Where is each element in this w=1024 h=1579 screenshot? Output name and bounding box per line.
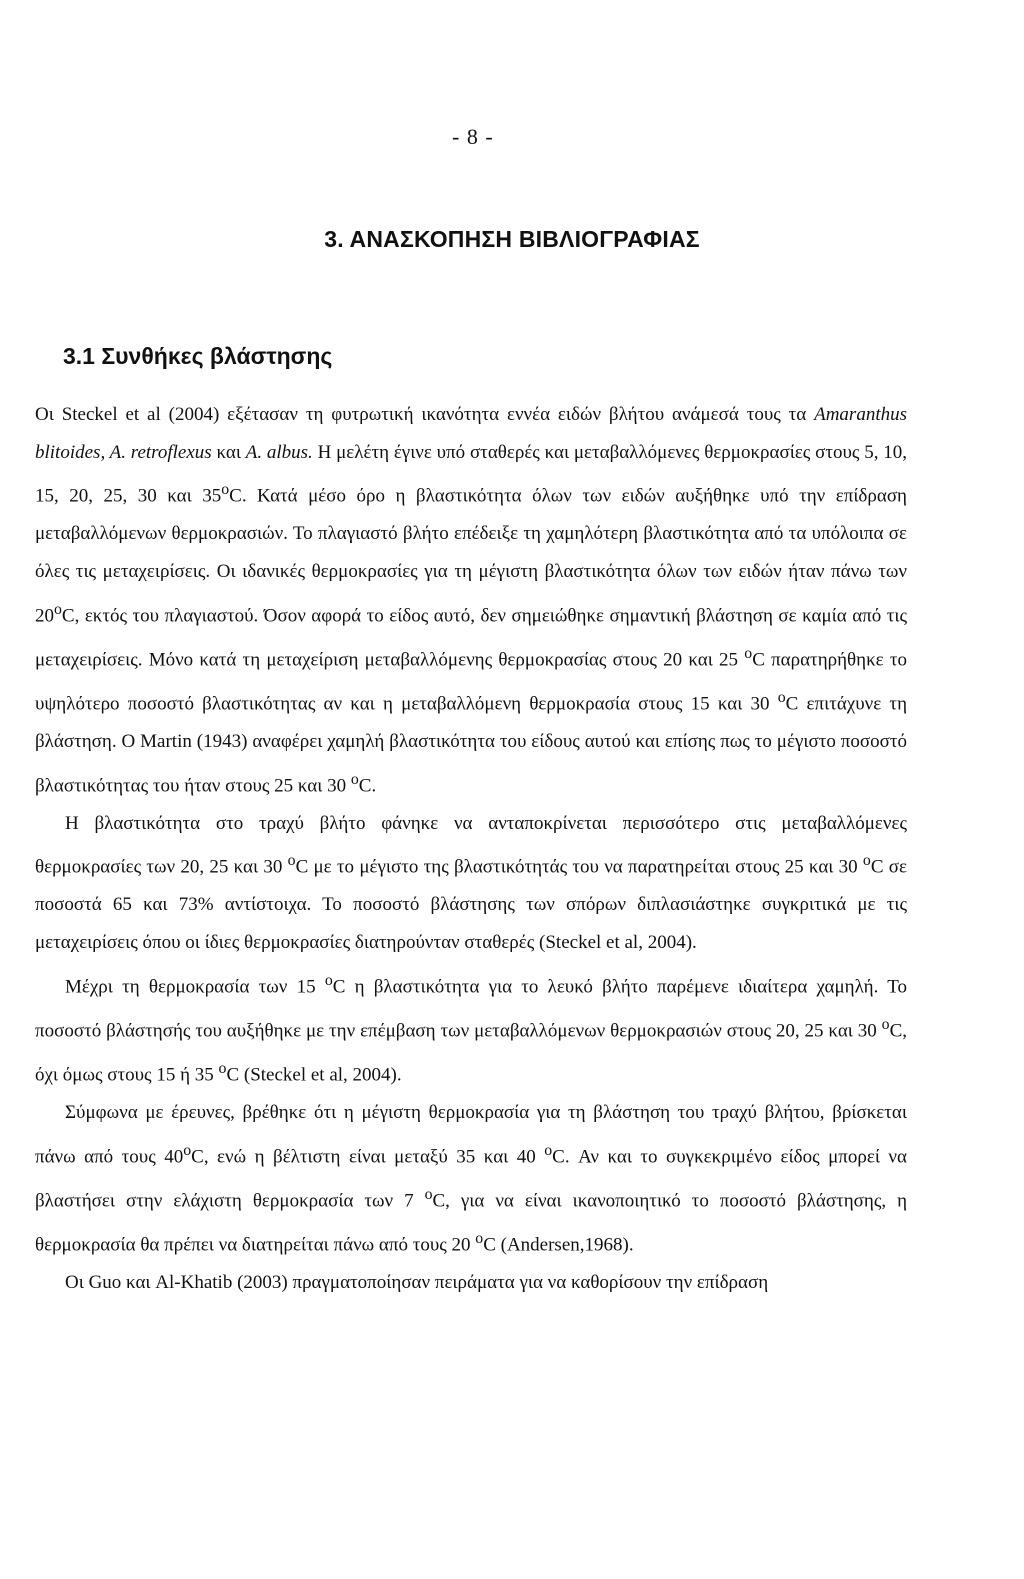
section-title: 3.1 Συνθήκες βλάστησης: [63, 343, 333, 369]
chapter-title: 3. ΑΝΑΣΚΟΠΗΣΗ ΒΙΒΛΙΟΓΡΑΦΙΑΣ: [324, 226, 700, 252]
paragraph-5: Οι Guo και Al-Khatib (2003) πραγματοποίησαν πειράματα για να καθορίσουν την επίδραση: [65, 1271, 769, 1293]
page-number: - 8 -: [452, 124, 494, 149]
paragraph-3: Μέχρι τη θερμοκρασία των 15 $^o$C η βλαστικότητα για το λευκό βλήτο παρέμενε ιδιαίτερα χαμηλή. Το ποσοστό βλάστησής του αυξήθηκε με την επέμβαση των μεταβαλλόμενων θερμοκρασιών στους 20, 25 και 30 $^o$C, όχι όμως στους 15 ή 35 $^o$C (Steckel et al, 2004).: [35, 971, 907, 1086]
body-text: [35, 396, 907, 1301]
paragraph-1: Οι Steckel et al (2004) εξέτασαν τη φυτρωτική ικανότητα εννέα ειδών βλήτου ανάμεσά τους τα Amaranthus blitoides, A. retroflexus και A. albus. Η μελέτη έγινε υπό σταθερές και μεταβαλλόμενες θερμοκρασίες στους 5, 10, 15, 20, 25, 30 και 35$^o$C. Κατά μέσο όρο η βλαστικότητα όλων των ειδών αυξήθηκε υπό την επίδραση μεταβαλλόμενων θερμοκρασιών. Το πλαγιαστό βλήτο επέδειξε τη χαμηλότερη βλαστικότητα από τα υπόλοιπα σε όλες τις μεταχειρίσεις. Οι ιδανικές θερμοκρασίες για τη μέγιστη βλαστικότητα όλων των ειδών ήταν πάνω των 20$^o$C, εκτός του πλαγιαστού. Όσον αφορά το είδος αυτό, δεν σημειώθηκε σημαντική βλάστηση σε καμία από τις μεταχειρίσεις. Μόνο κατά τη μεταχείριση μεταβαλλόμενης θερμοκρασίας στους 20 και 25 $^o$C παρατηρήθηκε το υψηλότερο ποσοστό βλαστικότητας αν και η μεταβαλλόμενη θερμοκρασία στους 15 και 30 $^o$C επιτάχυνε τη βλάστηση. Ο Martin (1943) αναφέρει χαμηλή βλαστικότητα του είδους αυτού και επίσης πως το μέγιστο ποσοστό βλαστικότητας του ήταν στους 25 και 30 $^o$C.: [35, 404, 908, 796]
paragraph-2: Η βλαστικότητα στο τραχύ βλήτο φάνηκε να ανταποκρίνεται περισσότερο στις μεταβαλλόμενες θερμοκρασίες των 20, 25 και 30 $^o$C με το μέγιστο της βλαστικότητάς του να παρατηρείται στους 25 και 30 $^o$C σε ποσοστά 65 και 73% αντίστοιχα. Το ποσοστό βλάστησης των σπόρων διπλασιάστηκε συγκριτικά με τις μεταχειρίσεις όπου οι ίδιες θερμοκρασίες διατηρούνταν σταθερές (Steckel et al, 2004).: [35, 812, 907, 954]
paragraph-4: Σύμφωνα με έρευνες, βρέθηκε ότι η μέγιστη θερμοκρασία για τη βλάστηση του τραχύ βλήτου, βρίσκεται πάνω από τους 40$^o$C, ενώ η βέλτιστη είναι μεταξύ 35 και 40 $^o$C. Αν και το συγκεκριμένο είδος μπορεί να βλαστήσει στην ελάχιστη θερμοκρασία των 7 $^o$C, για να είναι ικανοποιητικό το ποσοστό βλάστησης, η θερμοκρασία θα πρέπει να διατηρείται πάνω από τους 20 $^o$C (Andersen,1968).: [35, 1101, 908, 1255]
